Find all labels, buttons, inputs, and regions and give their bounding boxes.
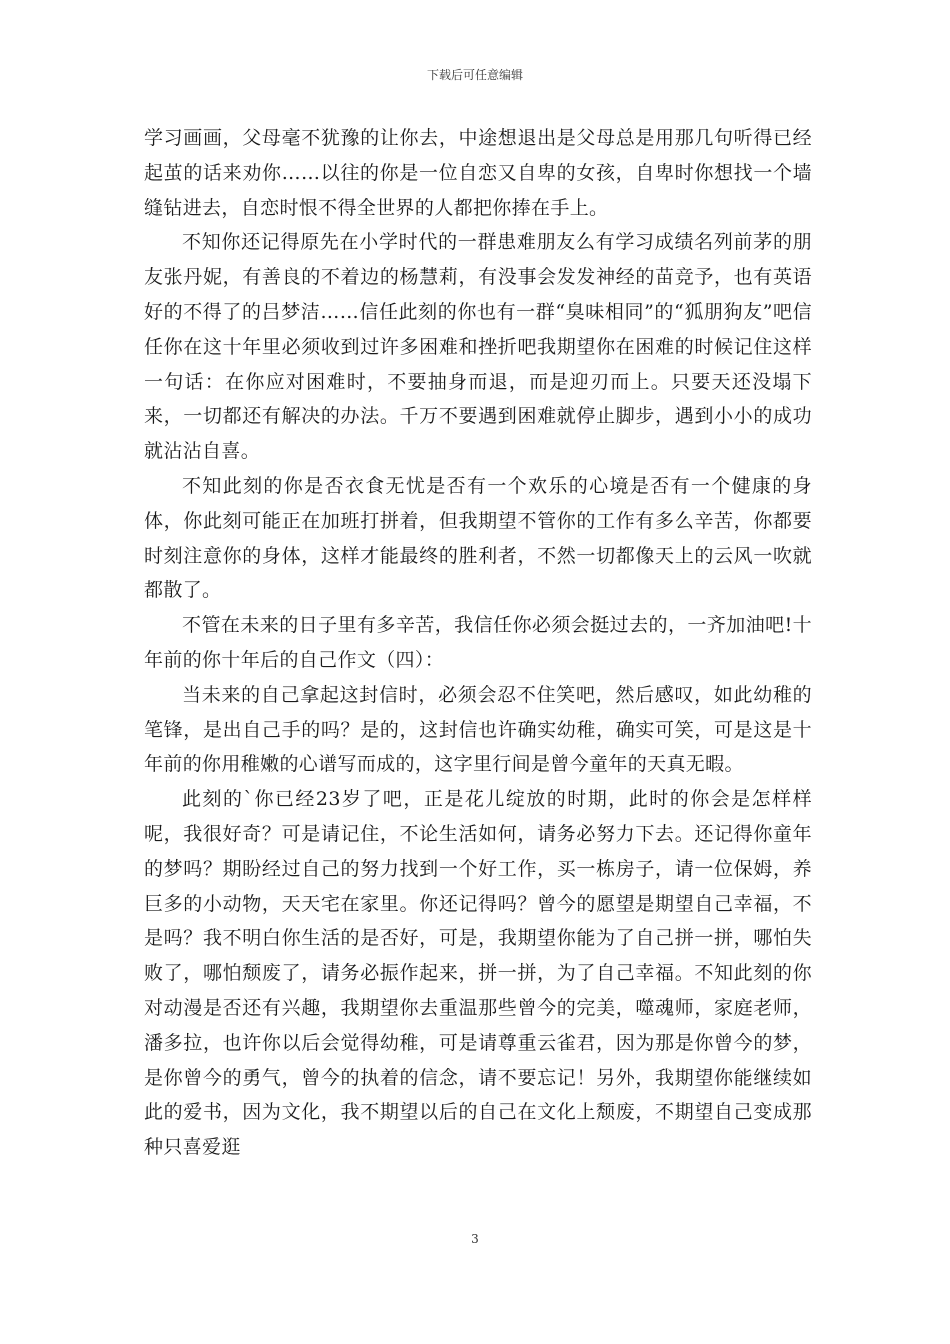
page-header-note: 下载后可任意编辑 [426, 68, 523, 82]
paragraph-letter-opening: 当未来的自己拿起这封信时，必须会忍不住笑吧，然后感叹，如此幼稚的笔锋，是出自己手的吗？是的，这封信也许确实幼稚，确实可笑，可是这是十年前的你用稚嫩的心谱写而成的，这字里行间是曾今童年的天真无暇。 [144, 683, 812, 776]
paragraph-age-23: 此刻的`你已经23岁了吧，正是花儿绽放的时期，此时的你会是怎样样呢，我很好奇？可是请记住，不论生活如何，请务必努力下去。还记得你童年的梦吗？期盼经过自己的努力找到一个好工作，买一栋房子，请一位保姆，养巨多的小动物，天天宅在家里。你还记得吗？曾今的愿望是期望自己幸福，不是吗？我不明白你生活的是否好，可是，我期望你能为了自己拼一拼，哪怕失败了，哪怕颓废了，请务必振作起来，拼一拼，为了自己幸福。不知此刻的你对动漫是否还有兴趣，我期望你去重温那些曾今的完美，噬魂师，家庭老师，潘多拉，也许你以后会觉得幼稚，可是请尊重云雀君，因为那是你曾今的梦，是你曾今的勇气，曾今的执着的信念，请不要忘记！另外，我期望你能继续如此的爱书，因为文化，我不期望以后的自己在文化上颓废，不期望自己变成那种只喜爱逛 [144, 788, 812, 1159]
paragraph-friends: 不知你还记得原先在小学时代的一群患难朋友么有学习成绩名列前茅的朋友张丹妮，有善良的不着边的杨慧莉，有没事会发发神经的苗竞予，也有英语好的不得了的吕梦洁……信任此刻的你也有一群“臭味相同”的“狐朋狗友”吧信任你在这十年里必须收到过许多困难和挫折吧我期望你在困难的时候记住这样一句话：在你应对困难时，不要抽身而退，而是迎刃而上。只要天还没塌下来，一切都还有解决的办法。千万不要遇到困难就停止脚步，遇到小小的成功就沾沾自喜。 [144, 231, 812, 463]
paragraph-continuation: 学习画画，父母毫不犹豫的让你去，中途想退出是父母总是用那几句听得已经起茧的话来劝你……以往的你是一位自恋又自卑的女孩，自卑时你想找一个墙缝钻进去，自恋时恨不得全世界的人都把你捧在手上。 [144, 127, 812, 219]
document-body [144, 121, 812, 1165]
paragraph-health: 不知此刻的你是否衣食无忧是否有一个欢乐的心境是否有一个健康的身体，你此刻可能正在加班打拼着，但我期望不管你的工作有多么辛苦，你都要时刻注意你的身体，这样才能最终的胜利者，不然一切都像天上的云风一吹就都散了。 [144, 474, 812, 602]
paragraph-encouragement: 不管在未来的日子里有多辛苦，我信任你必须会挺过去的，一齐加油吧!十年前的你十年后的自己作文（四）： [144, 614, 812, 671]
page-number: 3 [471, 1232, 479, 1246]
